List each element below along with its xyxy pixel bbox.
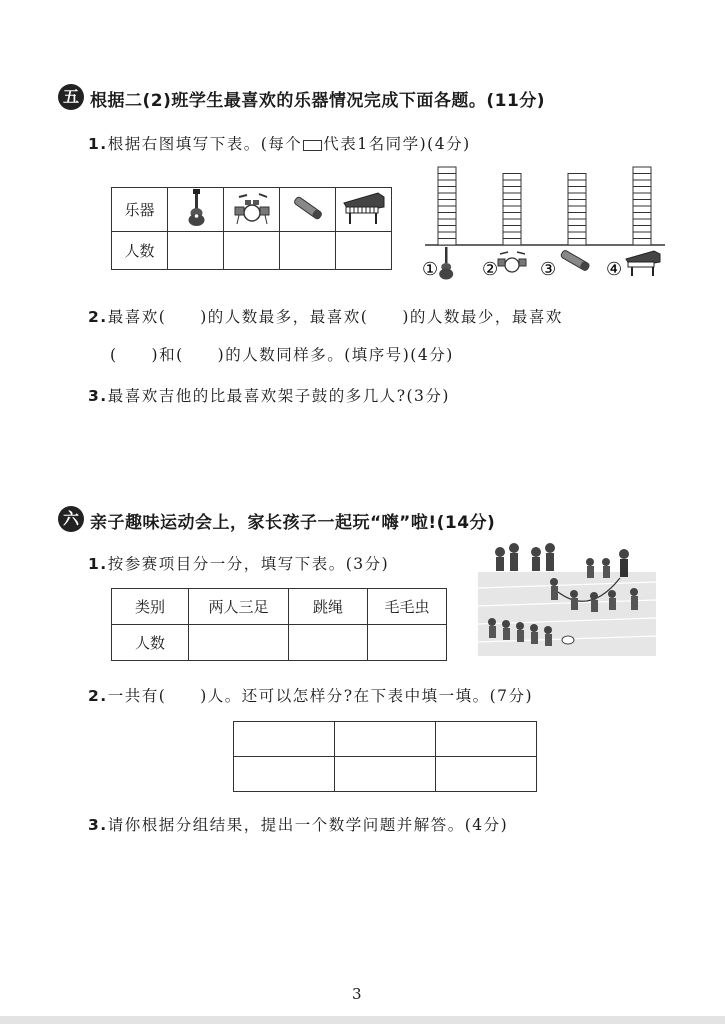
s5-question-2-line-1	[88, 305, 563, 327]
answer-cell[interactable]	[436, 757, 537, 792]
s5-q2-text-line-1: 最喜欢( )的人数最多，最喜欢( )的人数最少，最喜欢	[107, 308, 563, 326]
bar-unit-square	[633, 219, 651, 226]
bar-unit-square	[503, 206, 521, 213]
s6-q3-number: 3.	[88, 816, 108, 834]
bar-unit-square	[568, 174, 586, 181]
bar-label-4: ④	[606, 259, 623, 280]
piano-icon	[626, 251, 660, 276]
bar-unit-square	[633, 174, 651, 181]
flute-cell	[280, 188, 336, 232]
flute-count-cell[interactable]	[280, 232, 336, 270]
bar-unit-square	[503, 239, 521, 246]
bar-unit-square	[633, 213, 651, 220]
jump-rope-header: 跳绳	[289, 589, 368, 625]
bar-unit-square	[503, 213, 521, 220]
bar-unit-square	[438, 193, 456, 200]
three-legged-header: 两人三足	[189, 589, 289, 625]
bar-unit-square	[568, 239, 586, 246]
bar-unit-square	[568, 187, 586, 194]
bar-drum-kit	[503, 174, 521, 246]
s5-question-3	[88, 384, 450, 406]
s5-q1-number: 1.	[88, 135, 108, 153]
bar-unit-square	[503, 232, 521, 239]
bar-unit-square	[568, 206, 586, 213]
bar-unit-square	[568, 213, 586, 220]
bar-unit-square	[438, 206, 456, 213]
bar-unit-square	[633, 167, 651, 174]
category-header: 类别	[112, 589, 189, 625]
piano-cell	[336, 188, 392, 232]
bar-unit-square	[633, 187, 651, 194]
drum-count-cell[interactable]	[224, 232, 280, 270]
drum-kit-icon	[233, 191, 271, 225]
count-row-label: 人数	[112, 232, 168, 270]
count-row-label: 人数	[112, 625, 189, 661]
piano-icon	[342, 191, 386, 225]
bar-unit-square	[568, 219, 586, 226]
s6-q2-number: 2.	[88, 687, 108, 705]
bar-unit-square	[633, 200, 651, 207]
page-number: 3	[352, 985, 362, 1003]
guitar-cell	[168, 188, 224, 232]
jump-rope-count-cell[interactable]	[289, 625, 368, 661]
s6-q1-number: 1.	[88, 555, 108, 573]
flute-icon	[291, 193, 325, 223]
drum-kit-icon	[498, 252, 526, 272]
bar-unit-square	[438, 219, 456, 226]
bar-unit-square	[568, 180, 586, 187]
s6-q2-text: 一共有( )人。还可以怎样分?在下表中填一填。(7分)	[107, 687, 534, 705]
s5-question-2-line-2: ( )和( )的人数同样多。(填序号)(4分)	[110, 346, 454, 364]
s6-q1-text: 按参赛项目分一分，填写下表。(3分)	[107, 555, 390, 573]
bar-unit-square	[503, 180, 521, 187]
three-legged-count-cell[interactable]	[189, 625, 289, 661]
bar-unit-square	[633, 239, 651, 246]
bar-unit-square	[503, 174, 521, 181]
bar-unit-square	[438, 232, 456, 239]
guitar-icon	[181, 189, 211, 227]
bar-piano	[633, 167, 651, 245]
bar-unit-square	[568, 193, 586, 200]
bar-unit-square	[438, 180, 456, 187]
s6-question-3	[88, 813, 508, 835]
activity-table	[111, 588, 447, 661]
caterpillar-count-cell[interactable]	[368, 625, 447, 661]
bar-unit-square	[438, 226, 456, 233]
s5-q3-text: 最喜欢吉他的比最喜欢架子鼓的多几人?(3分)	[107, 387, 450, 405]
bar-unit-square	[568, 226, 586, 233]
s5-q1-text-a: 根据右图填写下表。(每个	[107, 135, 303, 153]
bottom-strip	[0, 1016, 725, 1024]
answer-cell[interactable]	[234, 757, 335, 792]
s5-q2-number: 2.	[88, 308, 108, 326]
drum-cell	[224, 188, 280, 232]
bar-unit-square	[633, 232, 651, 239]
bar-unit-square	[503, 193, 521, 200]
piano-count-cell[interactable]	[336, 232, 392, 270]
three-legged-race-group	[495, 543, 555, 571]
section-six-badge: 六	[58, 506, 84, 532]
instrument-table	[111, 187, 392, 270]
bar-flute	[568, 174, 586, 246]
guitar-count-cell[interactable]	[168, 232, 224, 270]
bar-unit-square	[438, 167, 456, 174]
answer-cell[interactable]	[335, 722, 436, 757]
bar-unit-square	[438, 174, 456, 181]
grouping-answer-table	[233, 721, 537, 792]
answer-cell[interactable]	[335, 757, 436, 792]
instrument-row-label: 乐器	[112, 188, 168, 232]
bar-unit-square	[568, 232, 586, 239]
bar-unit-square	[633, 226, 651, 233]
sports-day-illustration	[478, 538, 658, 656]
section-five-badge: 五	[58, 84, 84, 110]
unit-square-icon	[303, 140, 322, 151]
guitar-icon	[439, 247, 453, 280]
s5-question-1	[88, 132, 471, 154]
instrument-bar-graph	[410, 165, 670, 290]
bar-label-2: ②	[482, 259, 499, 280]
bar-unit-square	[568, 200, 586, 207]
bar-unit-square	[633, 180, 651, 187]
bar-label-3: ③	[540, 259, 557, 280]
s5-q3-number: 3.	[88, 387, 108, 405]
bar-unit-square	[438, 200, 456, 207]
bar-unit-square	[633, 193, 651, 200]
answer-cell[interactable]	[436, 722, 537, 757]
bar-unit-square	[503, 219, 521, 226]
bar-unit-square	[633, 206, 651, 213]
s6-question-1	[88, 552, 389, 574]
bar-unit-square	[438, 187, 456, 194]
s6-q3-text: 请你根据分组结果，提出一个数学问题并解答。(4分)	[107, 816, 509, 834]
bar-unit-square	[438, 239, 456, 246]
bar-guitar	[438, 167, 456, 245]
s5-q1-text-b: 代表1名同学)(4分)	[323, 135, 471, 153]
flute-icon	[560, 250, 590, 272]
s6-question-2	[88, 684, 533, 706]
bar-unit-square	[503, 200, 521, 207]
bar-unit-square	[503, 226, 521, 233]
bar-unit-square	[438, 213, 456, 220]
bar-unit-square	[503, 187, 521, 194]
section-six-title: 亲子趣味运动会上，家长孩子一起玩“嗨”啦!(14分)	[90, 513, 496, 533]
caterpillar-header: 毛毛虫	[368, 589, 447, 625]
section-five-title: 根据二(2)班学生最喜欢的乐器情况完成下面各题。(11分)	[90, 91, 546, 111]
bar-label-1: ①	[422, 259, 439, 280]
answer-cell[interactable]	[234, 722, 335, 757]
